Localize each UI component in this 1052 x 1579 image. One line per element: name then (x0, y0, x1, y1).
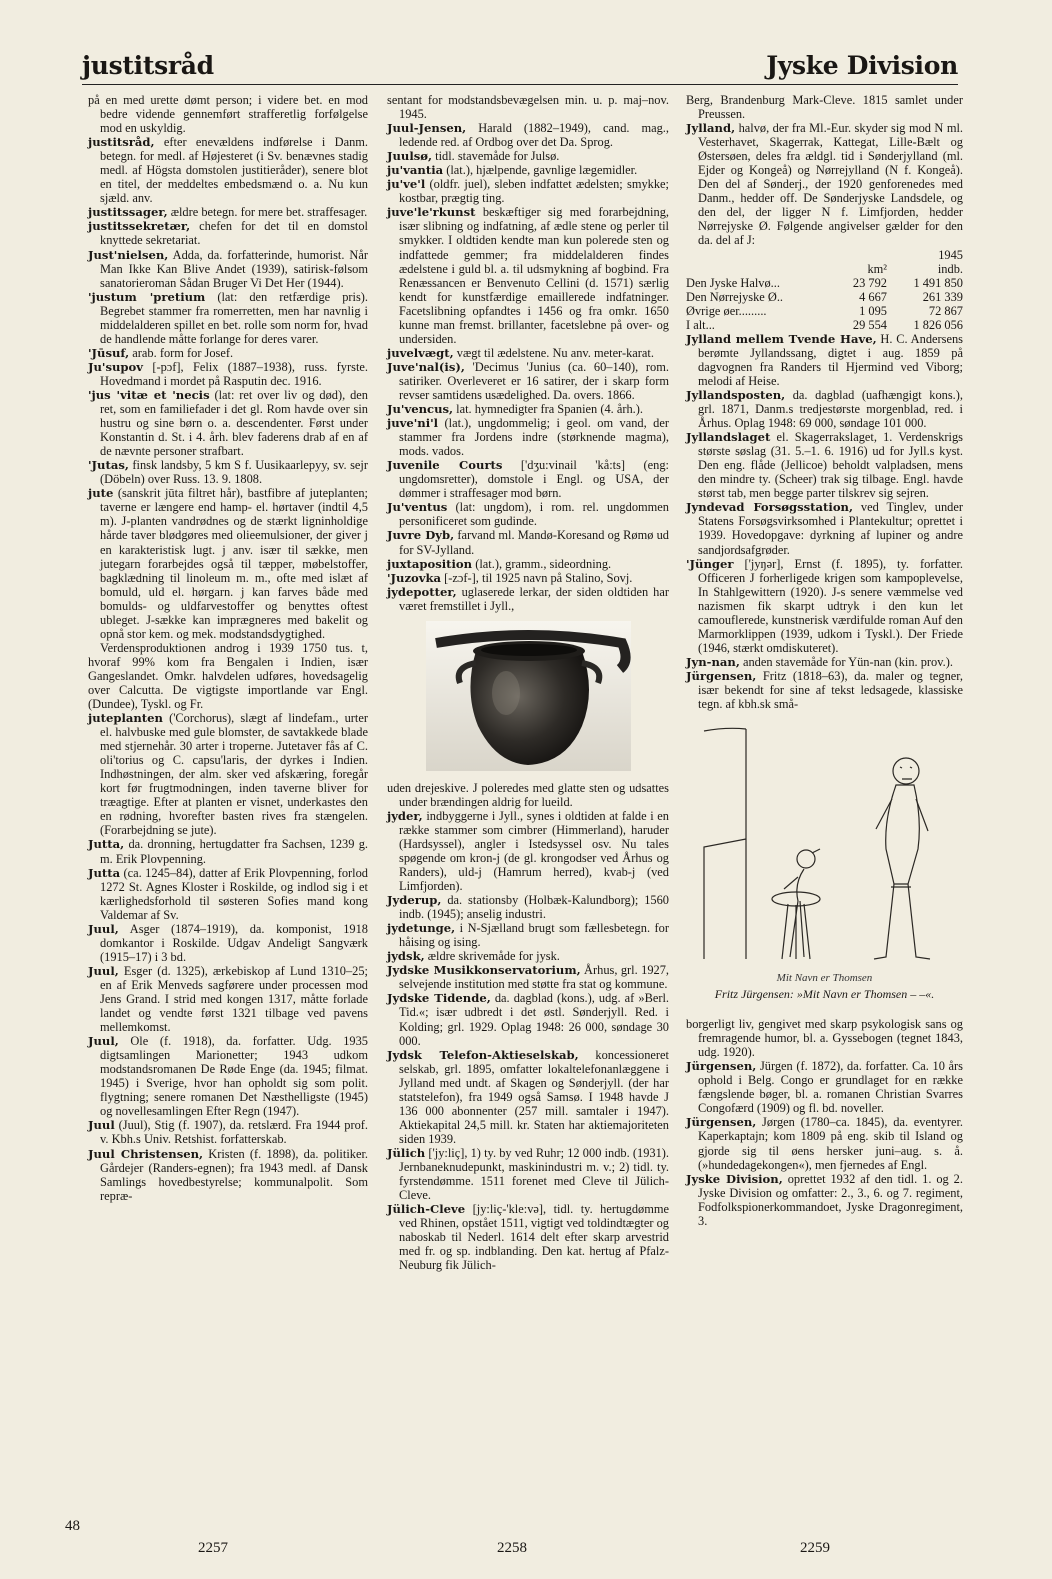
col3-entries-middle (686, 332, 963, 711)
area-km2: 23 792 (852, 275, 887, 290)
entry-headword: 'Jünger (686, 556, 734, 571)
entry (387, 149, 669, 163)
entry-headword: Juul, (88, 963, 119, 978)
entry (686, 1017, 963, 1059)
page-number-2257: 2257 (198, 1540, 228, 1556)
entry (387, 1202, 669, 1272)
entry-text: Harald (1882–1949), cand. mag., ledende red. af Ordbog over det Da. Sprog. (399, 121, 669, 150)
entry-headword: Juul, (88, 921, 119, 936)
sketch-caption: Fritz Jürgensen: »Mit Navn er Thomsen – –«. (714, 987, 935, 1002)
entry (88, 458, 368, 486)
entry (88, 93, 368, 135)
entry-headword: jydsk, (387, 949, 425, 964)
column-3 (686, 93, 963, 1228)
entry-text: ældre betegn. for mere bet. straffesager. (167, 205, 368, 220)
entry-text: el. Skagerrakslaget, 1. Verdenskrigs største søslag (31. 5.–1. 6. 1916) ud for Jyll.s kyst. Den eng. flåde (Jellicoe) beholdt valpladsen, mens den mindre ty. (Scheer) trak sig tilbage. Engl. havde størst tab, men begge parter tilskrev sig sejren. (698, 430, 963, 501)
entry-headword: Juvenile Courts (387, 458, 503, 473)
entry-headword: juxtaposition (387, 556, 473, 571)
entry-headword: 'Jutas, (88, 458, 129, 473)
jydepot-photo (426, 621, 631, 771)
entry-headword: Juul, (88, 1034, 119, 1049)
entry (686, 388, 963, 430)
entry (88, 346, 368, 360)
entry (387, 893, 669, 921)
entry (387, 360, 669, 402)
col2-entries-top (387, 93, 669, 613)
entry (686, 500, 963, 556)
entry (387, 346, 669, 360)
entry-text: tidl. stavemåde for Julsø. (432, 149, 560, 164)
entry-text: H. C. Andersens berømte Jyllandssang, digtet i aug. 1859 på dagvognen fra Randers til Hjermind ved Viborg; melodi af Heise. (698, 331, 963, 388)
entry (387, 528, 669, 556)
entry-text: ved Tinglev, under Statens Forsøgsvirksomhed i Plantekultur; oprettet i 1939. Hovedopgave: dyrkning af lupiner og andre sandjordsafgrøder. (698, 500, 963, 557)
entry-headword: Jyllandslaget (686, 430, 771, 445)
entry-text: i N-Sjælland brugt som fællesbetegn. for håising og ising. (399, 921, 669, 950)
entry-text: da. dronning, hertugdatter fra Sachsen, 1239 g. m. Erik Plovpenning. (100, 837, 368, 866)
entry-text: ['jy:liç], 1) ty. by ved Ruhr; 12 000 indb. (1931). Jernbaneknudepunkt, maskinindustri m. v.; 2) tidl. ty. fyrstendømme. 1511 forenet med Cleve til Jülich-Cleve. (399, 1145, 669, 1203)
column-2 (387, 93, 669, 1272)
entry (88, 1034, 368, 1118)
entry-headword: Jyn-nan, (686, 654, 740, 669)
entry-headword: 'Jūsuf, (88, 345, 130, 360)
entry-text: (oldfr. juel), sleben indfattet ædelsten; smykke; kostbar, prægtig ting. (399, 177, 669, 206)
region-name: Den Jyske Halvø... (686, 275, 780, 290)
entry-text: [-zɔf-], til 1925 navn på Stalino, Sovj. (441, 570, 633, 585)
entry-text: ['dʒu:vinail 'kå:ts] (eng: ungdomsretter), domstole i Engl. og USA, der dømmer i straffesager mod børn. (399, 458, 669, 501)
col2-entries-bottom (387, 781, 669, 1273)
entry-headword: 'Juzovka (387, 570, 442, 585)
entry-text: chefen for det til en domstol knyttede sekretariat. (100, 219, 368, 248)
inhabitants: 72 867 (928, 303, 963, 318)
corner-number: 48 (65, 1518, 80, 1534)
running-header (82, 46, 958, 85)
entry-headword: Juul-Jensen, (387, 121, 467, 136)
inhabitants: 1 826 056 (913, 317, 963, 332)
entry (387, 585, 669, 613)
entry-headword: Ju'ventus (387, 500, 448, 515)
entry-text: Asger (1874–1919), da. komponist, 1918 domkantor i Roskilde. Udgav Andeligt Sangværk (1915–17) i 3 bd. (100, 921, 368, 964)
entry-headword: juve'ni'l (387, 416, 439, 431)
entry-headword: Jülich (387, 1145, 426, 1160)
entry (387, 991, 669, 1047)
entry-headword: jute (88, 486, 114, 501)
entry (387, 921, 669, 949)
table-row (686, 276, 963, 290)
entry-text: beskæftiger sig med forarbejdning, især slibning og indfatning, af ædle stene og perler til smykker. I oldtiden kendte man kun polerede sten og indfattede gemmer; fra middelalderen findes ædelstene i guld bl. a. til udsmykning af bogbind. Fra Renæssancen er Benvenuto Cellini (d. 1571) særlig kendt for kunstfærdige emaillerede indfatninger. Facetslibning opfandtes i 1456 og fra omkr. 1650 kunne man fremst. brillanter, facetslebne på over- og undersiden. (399, 205, 669, 346)
entry (88, 964, 368, 1034)
entry (88, 248, 368, 290)
entry (387, 571, 669, 585)
entry-headword: Just'nielsen, (88, 247, 169, 262)
col1-entries (88, 93, 368, 1203)
entry-headword: Jydske Musikkonservatorium, (387, 963, 581, 978)
entry-headword: justitssekretær, (88, 219, 191, 234)
entry (387, 93, 669, 121)
entry-headword: 'jus 'vitæ et 'necis (88, 387, 210, 402)
table-row (686, 318, 963, 332)
table-header-indb: indb. (937, 261, 963, 276)
entry-text: 'Decimus 'Junius (ca. 60–140), rom. satiriker. Overleveret er 16 satirer, der i skarp form revser samtidens usædelighed. Da. overs. 1866. (399, 359, 669, 402)
entry-headword: Jydske Tidende, (387, 991, 491, 1006)
entry (88, 360, 368, 388)
entry (387, 500, 669, 528)
entry-headword: ju've'l (387, 177, 426, 192)
entry (686, 557, 963, 655)
entry-headword: Jutta (88, 865, 121, 880)
page-number-2259: 2259 (800, 1540, 830, 1556)
entry-text: [jy:liç-'kle:və], tidl. ty. hertugdømme ved Rhinen, opstået 1511, vigtigt ved toldindtægter og naboskab til Nederl. 1614 delt efter skarp arvestrid med fr. og sp. indblanding. Den kat. hertug af Pfalz-Neuburg fik Jülich- (399, 1202, 669, 1273)
entry-text: (lat: ret over liv og død), den ret, som en familiefader i det gl. Rom havde over sin hustru og sine børn o. a. descendenter. Først under Konstantin d. St. i 4. årh. blev faderens drab af en af de nævnte personer strafbart. (100, 387, 368, 459)
entry-text: Jørgen (1780–ca. 1845), da. eventyrer. Kaperkaptajn; kom 1809 på eng. skib til Island og gjorde sig til øens hersker juni–aug. s. å. (»hundedagekongen«), men fjernedes af Engl. (698, 1115, 963, 1172)
entry (387, 809, 669, 893)
entry-text: ældre skrivemåde for jysk. (424, 949, 560, 964)
entry-text: anden stavemåde for Yün-nan (kin. prov.). (739, 654, 953, 669)
entry-text: koncessioneret selskab, grl. 1895, omfatter lokaltelefonanlæggene i Jylland med undt. af Skagen og Sønderjyll. (der har statstelefon), fra 1949 også Samsø. I 1948 havde J 136 000 abonnenter (257 mill. samtaler i 1947). Aktiekapital 24,5 mill. kr. Staten har aktiemajoriteten siden 1939. (399, 1047, 670, 1146)
area-km2: 29 554 (852, 317, 887, 332)
entry-text: da. stationsby (Holbæk-Kalundborg); 1560 indb. (1945); anselig industri. (399, 893, 669, 922)
entry-text: (ca. 1245–84), datter af Erik Plovpenning, forlod 1272 St. Agnes Kloster i Roskilde, og indlod sig i et kærlighedsforhold til søsteren Sofies mand kong Valdemar af Sv. (100, 865, 368, 922)
thomsen-sketch (686, 719, 963, 969)
entry (387, 458, 669, 500)
entry-headword: justitssager, (88, 205, 168, 220)
entry-text: (sanskrit jūta filtret hår), bastfibre af juteplanten; taverne er længere end hamp- el. hørtaver (indtil 4,5 m). J-planten vandrødnes og de stærkt ligninholdige hårde taver blødgøres med olieemulsioner, der giver j en karakteristisk lugt. j anv. især til sække, men jutegarn forarbejdes også til tæpper, møbelstoffer, bagklædning til linoleum m. m., ofte med islæt af bomuld, uld el. hørgarn. j kan farves både med bomulds- og uldfarvestoffer og benyttes oftest ubleget. J-sække kan imprægneres med bakelit og opnå stor kem. og mek. modstandsdygtighed. (100, 486, 368, 641)
col3-entries-top (686, 93, 963, 248)
header-left-word: justitsråd (82, 51, 214, 80)
entry-text: Fritz (1818–63), da. maler og tegner, især bekendt for sine af tekst ledsagede, klassiske tegn. af kbh.sk små- (698, 668, 963, 712)
entry-text: lat. hymnedigter fra Spanien (4. årh.). (453, 402, 643, 417)
entry-headword: Ju'supov (88, 359, 143, 374)
entry-text: borgerligt liv, gengivet med skarp psykologisk sans og fremragende humor, bl. a. Gyssebogen (tegnet 1843, udg. 1920). (686, 1017, 963, 1060)
entry (387, 177, 669, 205)
entry (387, 1048, 669, 1146)
entry (686, 669, 963, 711)
entry-text: Ole (f. 1918), da. forfatter. Udg. 1935 digtsamlingen Marionetter; 1943 udkom modstandsromanen De Røde Enge (da. 1945; filmat. 1945) i Sverige, hvor han opholdt sig som polit. flygtning; senere romanen Det Næsthelligste (1945) og novellesamlingen Efter Regn (1947). (100, 1034, 368, 1119)
entry (686, 1059, 963, 1115)
entry-text: arab. form for Josef. (129, 345, 234, 360)
entry-headword: Jydsk Telefon-Aktieselskab, (387, 1047, 579, 1062)
entry-text: efter enevældens indførelse i Danm. betegn. for medl. af Højesteret (i Sv. benævnes stadig medl. af Högsta domstolen justitieråder), senere blot en titel, der meddeltes embedsmænd o. a. Nu kun sjæld. anv. (100, 135, 368, 206)
entry (387, 402, 669, 416)
entry (88, 135, 368, 205)
entry-text: sentant for modstandsbevægelsen min. u. p. maj–nov. 1945. (387, 93, 669, 122)
entry (387, 949, 669, 963)
sketch-signature: Mit Navn er Thomsen (776, 972, 873, 985)
entry-headword: Juulsø, (387, 149, 433, 164)
area-km2: 1 095 (859, 303, 887, 318)
entry-headword: Juul (88, 1118, 115, 1133)
entry-text: [-pɔf], Felix (1887–1938), russ. fyrste. Hovedmand i mordet på Rasputin dec. 1916. (100, 359, 368, 388)
entry-headword: juteplanten (88, 711, 163, 726)
entry (387, 205, 669, 345)
entry (88, 1118, 368, 1146)
entry-headword: ju'vantia (387, 163, 444, 178)
entry-headword: Jülich-Cleve (387, 1202, 466, 1217)
entry-headword: Juve'nal(is), (387, 359, 465, 374)
entry-text: (lat.), ungdommelig; i geol. om vand, der stammer fra Jordens indre (størknende magma), mods. vados. (399, 416, 669, 459)
entry-text: (lat: den retfærdige pris). Begrebet stammer fra romerretten, men har navnlig i middelalderen spillet en bet. rolle som norm for, hvad de handlende måtte forlange for deres varer. (100, 289, 369, 346)
entry (88, 219, 368, 247)
table-rows (686, 276, 963, 332)
entry-text: halvø, der fra Ml.-Eur. skyder sig mod N ml. Vesterhavet, Skagerrak, Kattegat, Lille-Bælt og Østersøen, deles fra ældgl. tid i Sønderjylland (ml. Ejder og Kongeå) og Nørrejylland (N f. Kongeå). Den del af Sønderj., der 1920 genforenedes med Danm., hedder off. De Sønderjyske Landsdele, og den del, der ligger N f. Limfjorden, hedder Nørrejyske Ø. Følgende angivelser gælder for den da. del af J: (698, 121, 963, 248)
entry-text: Århus, grl. 1927, selvejende institution med støtte fra stat og kommune. (399, 963, 669, 992)
region-name: Øvrige øer......... (686, 303, 767, 318)
entry-headword: 'justum 'pretium (88, 289, 206, 304)
table-year: 1945 (938, 247, 963, 262)
entry-text: uglaserede lerkar, der siden oldtiden har været fremstillet i Jyll., (399, 584, 669, 613)
entry-text: Verdensproduktionen androg i 1939 1750 tus. t, hvoraf 99% kom fra Bengalen i Indien, især Gangeslandet. Omkr. halvdelen udføres, hovedsagelig over Calcutta. De vigtigste importlande var Engl. (Dundee), Tyskl. og Fr. (88, 640, 368, 712)
entry-text: Jürgen (f. 1872), da. forfatter. Ca. 10 års ophold i Belg. Congo er grundlaget for en række fængslende bøger, bl. a. romanen Christian Svarres Congofærd (1909) og fl. bd. noveller. (698, 1059, 963, 1116)
entry-headword: juve'le'rkunst (387, 205, 476, 220)
entry-text: finsk landsby, 5 km S f. Uusikaarlepyy, sv. sejr (Döbeln) over Russ. 13. 9. 1808. (100, 458, 368, 487)
entry (387, 1146, 669, 1202)
entry (88, 711, 368, 837)
region-name: Den Nørrejyske Ø.. (686, 289, 784, 304)
entry-headword: Jürgensen, (686, 1059, 757, 1074)
entry-headword: jydepotter, (387, 584, 457, 599)
entry-text: Kristen (f. 1898), da. politiker. Gårdejer (Randers-egnen); fra 1943 medl. af Dansk Samlings hovedbestyrelse; kommunalpolit. Som repræ- (100, 1146, 368, 1203)
entry (88, 866, 368, 922)
entry (686, 1172, 963, 1228)
entry (387, 416, 669, 458)
entry-text: ['jyŋər], Ernst (f. 1895), ty. forfatter. Officeren J forherligede krigen som kampoplevelse, In Stahlgewittern (1920). J-s senere væmmelse ved nazismen fik skarpt udtryk i den kun let camouflerede, kunstnerisk værdifulde roman Auf den Marmorklippen (1939, udkom i Tyskl.). Der Friede (1946, stærkt omdiskuteret). (698, 556, 963, 655)
entry-headword: Jürgensen, (686, 1115, 757, 1130)
entry-text: indbyggerne i Jyll., synes i oldtiden at falde i en række stammer som cimbrer (Himmerland), haruder (Hardsyssel), angler i Istedsyssel osv. Nu tales spøgende om kron-j (de gl. krongodser ved Århus og Randers), uld-j (Hamrum herred), kvab-j (ved Limfjorden). (399, 808, 669, 894)
entry (88, 486, 368, 641)
column-1 (88, 93, 368, 1203)
entry-headword: jydetunge, (387, 921, 456, 936)
entry-headword: Ju'vencus, (387, 402, 454, 417)
entry (387, 163, 669, 177)
entry-headword: Jyderup, (387, 893, 442, 908)
entry-headword: Jutta, (88, 837, 125, 852)
entry-text: farvand ml. Mandø-Koresand og Rømø ud for SV-Jylland. (399, 528, 670, 557)
inhabitants: 261 339 (922, 289, 963, 304)
col3-entries-bottom (686, 1017, 963, 1228)
entry-headword: justitsråd, (88, 135, 155, 150)
inhabitants: 1 491 850 (913, 275, 963, 290)
entry-text: (Juul), Stig (f. 1907), da. retslærd. Fra 1944 prof. v. Kbh.s Univ. Retshist. forfatterskab. (100, 1118, 368, 1147)
entry (88, 922, 368, 964)
entry-text: Adda, da. forfatterinde, humorist. Når Man Ikke Kan Blive Andet (1939), satirisk-følsom sanatorieroman Sådan Bruger Vi Det Her (1944). (100, 247, 368, 290)
area-km2: 4 667 (859, 289, 887, 304)
entry (686, 430, 963, 500)
entry-text: ('Corchorus), slægt af lindefam., urter el. halvbuske med gule blomster, de savtakkede blade med stjernehår. 30 arter i troperne. Jutetaver fås af C. oli'torius og C. capsu'laris, der dyrkes i Indien. Indhøstningen, der alm. sker ved afskæring, foregår kort før frugtmodningen, inden taverne bliver for træagtige. Efter at planten er visnet, underkastes den en rødning, hvorefter basten rives fra stængelen. (Forarbejdning se jute). (100, 711, 368, 838)
page-number-2258: 2258 (497, 1540, 527, 1556)
entry-headword: juvelvægt, (387, 345, 454, 360)
entry (88, 290, 368, 346)
entry-headword: Jylland mellem Tvende Have, (686, 331, 877, 346)
entry (88, 837, 368, 865)
entry-text: da. dagblad (kons.), udg. af »Berl. Tid.«; især udbredt i det østl. Sønderjyll. Red. i Kolding; grl. 1929. Oplag 1948: 26 000, søndage 30 000. (399, 991, 669, 1048)
entry (686, 1115, 963, 1171)
entry (88, 205, 368, 219)
header-right-word: Jyske Division (766, 51, 958, 80)
entry-text: oprettet 1932 af den tidl. 1. og 2. Jyske Division og omfatter: 2., 3., 6. og 7. regiment, Fodfolkspionerkommandoet, Jyske Dragonregiment, 3. (698, 1171, 963, 1228)
entry-headword: jyder, (387, 808, 423, 823)
entry (88, 388, 368, 458)
table-row (686, 290, 963, 304)
table-header-km2: km² (867, 261, 887, 276)
entry-headword: Jylland, (686, 121, 736, 136)
entry-text: (lat.), hjælpende, gavnlige lægemidler. (443, 163, 638, 178)
entry-headword: Juul Christensen, (88, 1146, 204, 1161)
entry-headword: Juvre Dyb, (387, 528, 455, 543)
entry (88, 1147, 368, 1203)
entry-text: uden drejeskive. J poleredes med glatte sten og udsattes under brændingen aldrig for lueild. (387, 780, 669, 809)
jylland-area-table (686, 248, 963, 332)
entry-text: (lat.), gramm., sideordning. (472, 556, 612, 571)
entry-headword: Jyllandsposten, (686, 387, 786, 402)
entry (387, 963, 669, 991)
entry (686, 332, 963, 388)
entry-headword: Jürgensen, (686, 668, 757, 683)
entry-text: Esger (d. 1325), ærkebiskop af Lund 1310–25; en af Erik Menveds sagførere under processen mod Jens Grand. I strid med kongen 1317, måtte forlade landet og vendte først 1321 tilbage ved pavens mellemkomst. (100, 963, 368, 1035)
entry-headword: Jyndevad Forsøgsstation, (686, 500, 854, 515)
table-row (686, 304, 963, 318)
entry (686, 93, 963, 121)
entry-text: da. dagblad (uafhængigt kons.), grl. 1871, Danm.s tredjestørste morgenblad, red. i Århus. Oplag 1948: 69 000, søndage 101 000. (698, 387, 963, 431)
entry (387, 557, 669, 571)
entry (686, 121, 963, 247)
entry (686, 655, 963, 669)
entry (387, 121, 669, 149)
entry (387, 781, 669, 809)
entry (88, 641, 368, 711)
entry-headword: Jyske Division, (686, 1171, 783, 1186)
entry-text: vægt til ædelstene. Nu anv. meter-karat. (453, 345, 654, 360)
entry-text: (lat: ungdom), i rom. rel. ungdommen personificeret som gudinde. (399, 500, 669, 529)
entry-text: på en med urette dømt person; i videre bet. en mod bedre vidende gennemført strafferetlig forfølgelse mod en uskyldig. (88, 93, 368, 136)
region-name: I alt... (686, 317, 715, 332)
entry-text: Berg, Brandenburg Mark-Cleve. 1815 samlet under Preussen. (686, 93, 963, 122)
